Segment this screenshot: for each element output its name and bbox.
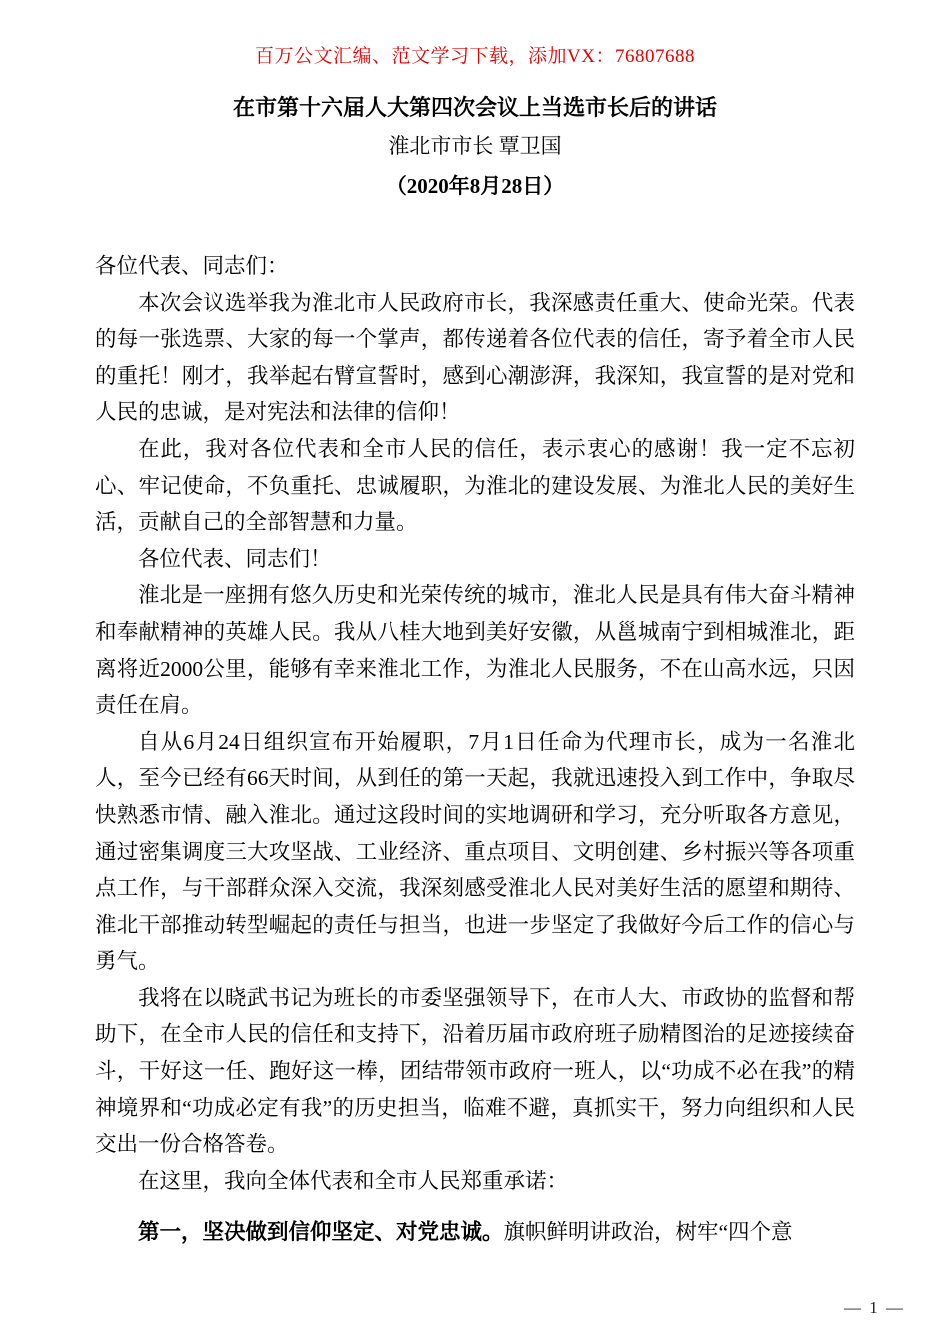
promo-header-text: 百万公文汇编、范文学习下载，添加VX：76807688 [255,46,695,67]
date-line: （2020年8月28日） [385,174,565,198]
bold-lead-text: 第一，坚决做到信仰坚定、对党忠诚。 [138,1220,504,1245]
paragraph: 在此，我对各位代表和全市人民的信任，表示衷心的感谢！我一定不忘初心、牢记使命，不负重托、忠诚履职，为淮北的建设发展、为淮北人民的美好生活，贡献自己的全部智慧和力量。 [95,436,855,535]
paragraph: 在这里，我向全体代表和全市人民郑重承诺： [138,1168,569,1193]
salutation-repeat: 各位代表、同志们！ [138,546,332,571]
paragraph-rest-text: 旗帜鲜明讲政治，树牢“四个意 [503,1220,793,1245]
salutation: 各位代表、同志们： [95,254,289,278]
document-body [95,248,855,1251]
paragraph: 本次会议选举我为淮北市人民政府市长，我深感责任重大、使命光荣。代表的每一张选票、大家的每一个掌声，都传递着各位代表的信任，寄予着全市人民的重托！刚才，我举起右臂宣誓时，感到心潮澎湃，我深知，我宣誓的是对党和人民的忠诚，是对宪法和法律的信仰！ [95,290,855,425]
paragraph-with-bold-lead [95,1214,855,1251]
document-title: 在市第十六届人大第四次会议上当选市长后的讲话 [232,95,717,120]
page-number: — 1 — [844,1298,905,1317]
paragraph: 淮北是一座拥有悠久历史和光荣传统的城市，淮北人民是具有伟大奋斗精神和奉献精神的英雄人民。我从八桂大地到美好安徽，从邕城南宁到相城淮北，距离将近2000公里，能够有幸来淮北工作，为淮北人民服务，不在山高水远，只因责任在肩。 [95,583,855,718]
paragraph: 我将在以晓武书记为班长的市委坚强领导下，在市人大、市政协的监督和帮助下，在全市人民的信任和支持下，沿着历届市政府班子励精图治的足迹接续奋斗，干好这一任、跑好这一棒，团结带领市政府一班人，以“功成不必在我”的精神境界和“功成必定有我”的历史担当，临难不避，真抓实干，努力向组织和人民交出一份合格答卷。 [95,985,855,1157]
paragraph: 自从6月24日组织宣布开始履职，7月1日任命为代理市长，成为一名淮北人，至今已经有66天时间，从到任的第一天起，我就迅速投入到工作中，争取尽快熟悉市情、融入淮北。通过这段时间的实地调研和学习，充分听取各方意见，通过密集调度三大攻坚战、工业经济、重点项目、文明创建、乡村振兴等各项重点工作，与干部群众深入交流，我深刻感受淮北人民对美好生活的愿望和期待、淮北干部推动转型崛起的责任与担当，也进一步坚定了我做好今后工作的信心与勇气。 [95,729,855,974]
author-line: 淮北市市长 覃卫国 [388,134,562,158]
